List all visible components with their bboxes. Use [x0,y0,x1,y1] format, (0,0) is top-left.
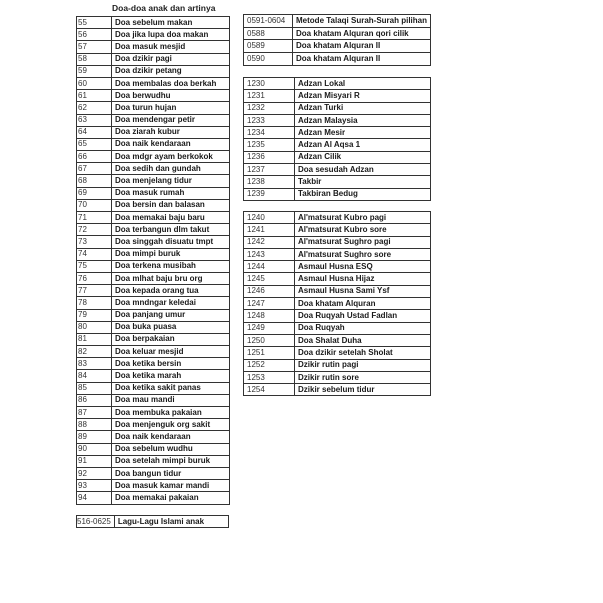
table-row [244,15,431,28]
item-code: 1250 [244,334,295,346]
table-row [77,199,230,211]
item-code: 93 [77,480,112,492]
table-row [244,236,431,248]
right-table-1 [243,14,431,66]
table-row [77,126,230,138]
table-row [77,248,230,260]
item-code: 67 [77,163,112,175]
table-row [244,212,431,224]
item-title: Dzikir sebelum tidur [295,384,431,396]
table-row [244,384,431,396]
table-row [244,27,431,40]
table-row [77,53,230,65]
table-row [244,334,431,346]
item-code: 57 [77,41,112,53]
item-code: 1240 [244,212,295,224]
item-title: Doa ketika sakit panas [112,382,230,394]
item-code: 83 [77,358,112,370]
item-code: 1233 [244,114,295,126]
table-row [244,188,431,200]
item-code: 64 [77,126,112,138]
item-code: 55 [77,17,112,29]
item-code: 1244 [244,261,295,273]
item-title: Al'matsurat Kubro pagi [295,212,431,224]
item-title: Doa khatam Alquran [295,298,431,310]
item-code: 0591-0604 [244,15,293,28]
table-row [77,175,230,187]
item-title: Adzan Misyari R [295,90,431,102]
item-title: Asmaul Husna Sami Ysf [295,285,431,297]
right-table-3 [243,211,431,396]
item-title: Doa Ruqyah [295,322,431,334]
item-code: 71 [77,212,112,224]
item-code: 60 [77,77,112,89]
item-code: 1236 [244,151,295,163]
item-title: Doa panjang umur [112,309,230,321]
table-row [244,78,431,90]
table-row [77,297,230,309]
item-title: Adzan Lokal [295,78,431,90]
table-row [77,480,230,492]
table-row [77,407,230,419]
table-row [77,285,230,297]
item-title: Doa terkena musibah [112,260,230,272]
item-title: Doa khatam Alquran II [293,53,431,66]
table-row [77,443,230,455]
item-title: Doa berwudhu [112,90,230,102]
item-title: Doa berpakaian [112,333,230,345]
item-code: 1245 [244,273,295,285]
item-title: Doa memakai baju baru [112,212,230,224]
item-code: 56 [77,29,112,41]
item-code: 81 [77,333,112,345]
item-code: 91 [77,455,112,467]
item-title: Dzikir rutin sore [295,371,431,383]
item-title: Takbir [295,176,431,188]
table-row [244,90,431,102]
item-code: 59 [77,65,112,77]
item-title: Doa mdgr ayam berkokok [112,151,230,163]
item-title: Adzan Al Aqsa 1 [295,139,431,151]
table-row [77,212,230,224]
item-title: Doa ziarah kubur [112,126,230,138]
item-code: 1239 [244,188,295,200]
item-title: Doa bersin dan balasan [112,199,230,211]
item-code: 74 [77,248,112,260]
item-title: Dzikir rutin pagi [295,359,431,371]
item-title: Doa sebelum makan [112,17,230,29]
item-title: Adzan Cilik [295,151,431,163]
table-row [77,272,230,284]
item-code: 0589 [244,40,293,53]
item-code: 1247 [244,298,295,310]
item-code: 63 [77,114,112,126]
item-code: 1248 [244,310,295,322]
table-row [244,40,431,53]
item-code: 516-0625 [77,516,115,528]
table-row [77,65,230,77]
item-title: Doa khatam Alquran II [293,40,431,53]
item-code: 1254 [244,384,295,396]
table-row [244,164,431,176]
item-code: 0590 [244,53,293,66]
item-code: 79 [77,309,112,321]
item-title: Doa masuk kamar mandi [112,480,230,492]
table-row [77,138,230,150]
item-code: 77 [77,285,112,297]
item-title: Doa naik kendaraan [112,138,230,150]
item-code: 80 [77,321,112,333]
item-title: Adzan Malaysia [295,114,431,126]
table-row [244,151,431,163]
table-row [77,516,229,528]
item-title: Doa membalas doa berkah [112,77,230,89]
item-code: 1237 [244,164,295,176]
item-title: Doa memakai pakaian [112,492,230,504]
item-title: Adzan Turki [295,102,431,114]
table-row [77,236,230,248]
item-code: 1232 [244,102,295,114]
table-row [77,309,230,321]
item-title: Doa dzikir setelah Sholat [295,347,431,359]
item-title: Doa kepada orang tua [112,285,230,297]
item-title: Doa keluar mesjid [112,346,230,358]
table-row [77,382,230,394]
item-title: Doa Shalat Duha [295,334,431,346]
table-row [77,370,230,382]
table-row [244,53,431,66]
item-title: Al'matsurat Sughro sore [295,248,431,260]
table-row [77,467,230,479]
item-code: 85 [77,382,112,394]
item-title: Doa mimpi buruk [112,248,230,260]
item-title: Doa sesudah Adzan [295,164,431,176]
table-row [77,151,230,163]
right-table-2 [243,77,431,201]
left-table [76,16,230,505]
item-code: 1231 [244,90,295,102]
item-code: 1230 [244,78,295,90]
table-row [244,102,431,114]
item-title: Doa bangun tidur [112,467,230,479]
footer-table [76,515,229,528]
item-title: Doa khatam Alquran qori cilik [293,27,431,40]
item-title: Doa sedih dan gundah [112,163,230,175]
item-code: 1252 [244,359,295,371]
table-row [77,492,230,504]
item-title: Al'matsurat Kubro sore [295,224,431,236]
item-code: 58 [77,53,112,65]
item-code: 1234 [244,127,295,139]
item-code: 1235 [244,139,295,151]
item-code: 89 [77,431,112,443]
table-row [244,248,431,260]
item-title: Doa menjelang tidur [112,175,230,187]
item-title: Doa naik kendaraan [112,431,230,443]
table-row [244,310,431,322]
table-row [244,139,431,151]
item-title: Doa dzikir pagi [112,53,230,65]
item-code: 76 [77,272,112,284]
item-code: 1238 [244,176,295,188]
item-code: 1241 [244,224,295,236]
item-code: 62 [77,102,112,114]
table-row [244,273,431,285]
table-row [77,333,230,345]
table-row [77,431,230,443]
table-row [244,127,431,139]
table-row [77,394,230,406]
table-row [77,321,230,333]
item-title: Doa masuk rumah [112,187,230,199]
item-title: Doa dzikir petang [112,65,230,77]
item-title: Lagu-Lagu Islami anak [114,516,228,528]
table-row [244,347,431,359]
item-title: Doa menjenguk org sakit [112,419,230,431]
item-code: 1242 [244,236,295,248]
table-row [244,298,431,310]
item-title: Doa membuka pakaian [112,407,230,419]
table-row [77,187,230,199]
table-row [77,41,230,53]
table-row [244,359,431,371]
item-title: Takbiran Bedug [295,188,431,200]
item-code: 65 [77,138,112,150]
table-row [77,102,230,114]
item-title: Doa terbangun dlm takut [112,224,230,236]
item-code: 92 [77,467,112,479]
item-title: Metode Talaqi Surah-Surah pilihan [293,15,431,28]
item-title: Adzan Mesir [295,127,431,139]
table-row [77,90,230,102]
table-row [244,176,431,188]
table-row [244,371,431,383]
table-row [244,322,431,334]
item-title: Doa singgah disuatu tmpt [112,236,230,248]
document-title: Doa-doa anak dan artinya [112,3,216,13]
item-code: 90 [77,443,112,455]
item-code: 1243 [244,248,295,260]
item-code: 69 [77,187,112,199]
item-title: Doa sebelum wudhu [112,443,230,455]
item-code: 66 [77,151,112,163]
item-code: 1246 [244,285,295,297]
item-code: 73 [77,236,112,248]
table-row [77,346,230,358]
item-code: 1249 [244,322,295,334]
item-code: 75 [77,260,112,272]
item-title: Asmaul Husna Hijaz [295,273,431,285]
item-title: Doa buka puasa [112,321,230,333]
item-title: Doa mndngar keledai [112,297,230,309]
table-row [77,419,230,431]
table-row [77,163,230,175]
table-row [244,224,431,236]
item-code: 1251 [244,347,295,359]
item-code: 86 [77,394,112,406]
item-title: Doa ketika marah [112,370,230,382]
item-title: Asmaul Husna ESQ [295,261,431,273]
item-code: 1253 [244,371,295,383]
item-code: 82 [77,346,112,358]
item-title: Doa mlhat baju bru org [112,272,230,284]
item-code: 84 [77,370,112,382]
item-title: Doa setelah mimpi buruk [112,455,230,467]
item-title: Doa mau mandi [112,394,230,406]
table-row [77,358,230,370]
table-row [77,224,230,236]
table-row [244,285,431,297]
table-row [77,17,230,29]
item-title: Doa ketika bersin [112,358,230,370]
item-title: Al'matsurat Sughro pagi [295,236,431,248]
item-code: 0588 [244,27,293,40]
item-code: 78 [77,297,112,309]
item-code: 88 [77,419,112,431]
table-row [77,260,230,272]
table-row [244,261,431,273]
item-title: Doa turun hujan [112,102,230,114]
item-title: Doa mendengar petir [112,114,230,126]
item-code: 61 [77,90,112,102]
item-code: 94 [77,492,112,504]
item-title: Doa Ruqyah Ustad Fadlan [295,310,431,322]
table-row [77,29,230,41]
table-row [77,455,230,467]
item-code: 72 [77,224,112,236]
item-code: 87 [77,407,112,419]
item-title: Doa jika lupa doa makan [112,29,230,41]
item-title: Doa masuk mesjid [112,41,230,53]
item-code: 68 [77,175,112,187]
table-row [244,114,431,126]
table-row [77,114,230,126]
table-row [77,77,230,89]
item-code: 70 [77,199,112,211]
